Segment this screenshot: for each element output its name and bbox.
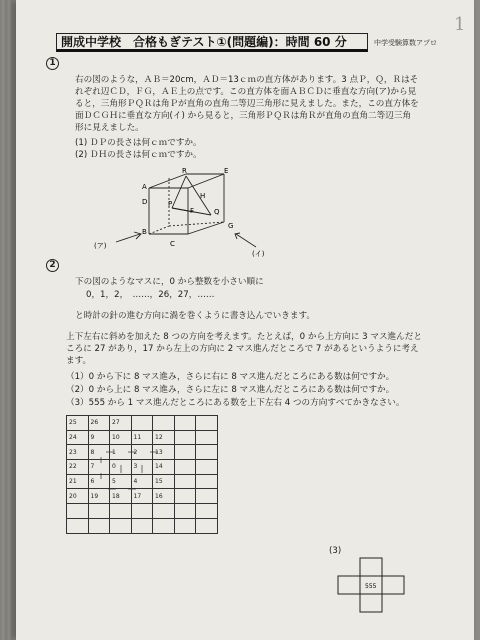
question-1-line: 面ＤＣＧＨに垂直な方向(イ) から見ると，三角形ＰＱＲは角Ｒが直角の直角二等辺三角: [75, 111, 412, 121]
question-2-line: 下の図のようなマスに，0 から整数を小さい順に: [75, 277, 264, 287]
test-title: 開成中学校 合格もぎテスト①(問題編)：時間 60 分: [56, 33, 368, 52]
vertex-label-q: Q: [214, 208, 220, 216]
vertex-label-g: G: [228, 222, 234, 230]
question-1-sub-1: (1) ＤＰの長さは何ｃｍですか。: [75, 138, 202, 148]
question-2-line: 上下左右に斜めを加えた 8 つの方向を考えます。たとえば，0 から上方向に 3 マス進んだと: [66, 332, 422, 342]
question-1-line: ると，三角形ＰＱＲは角Ｐが直角の直角二等辺三角形に見えました。また，この直方体を: [75, 99, 419, 109]
grid-cell: 15: [153, 474, 175, 489]
grid-cell: 7: [88, 460, 110, 475]
question-2-line: と時計の針の進む方向に渦を巻くように書き込んでいきます。: [75, 311, 315, 321]
grid-cell: 24: [67, 430, 89, 445]
grid-cell: 5: [110, 474, 132, 489]
background-left: [0, 0, 16, 640]
vertex-label-e: E: [224, 168, 229, 175]
direction-label-i: (イ): [252, 250, 265, 258]
question-2-sub-1: （1）0 から下に 8 マス進み，さらに右に 8 マス進んだところにある数は何ですか。: [66, 372, 395, 382]
grid-cell: 2: [131, 445, 153, 460]
grid-cell: 6: [88, 474, 110, 489]
grid-cell: 9: [88, 430, 110, 445]
vertex-label-h: H: [200, 192, 206, 200]
vertex-label-a: A: [142, 183, 147, 191]
worksheet-page: [16, 0, 474, 640]
question-1-line: 右の図のような，ＡＢ＝20cm，ＡＤ＝13ｃｍの直方体があります。3 点Ｐ，Ｑ，Ｒはそ: [75, 75, 419, 85]
grid-cell: 14: [153, 460, 175, 475]
vertex-label-p: P: [168, 200, 173, 208]
vertex-label-b: B: [142, 228, 147, 236]
publisher-name: 中学受験算数アプロ: [374, 39, 437, 47]
vertex-label-r: R: [182, 168, 187, 175]
grid-cell: 22: [67, 460, 89, 475]
grid-cell: 4: [131, 474, 153, 489]
grid-cell: 21: [67, 474, 89, 489]
question-1-line: 形に見えました。: [75, 123, 144, 133]
grid-cell: 16: [153, 489, 175, 504]
question-2-line: 0，1，2， ……，26，27，……: [86, 290, 215, 300]
grid-cell: 19: [88, 489, 110, 504]
grid-cell: 3: [131, 460, 153, 475]
grid-cell: 27: [110, 416, 132, 431]
vertex-label-d: D: [142, 198, 148, 206]
question-1-sub-2: (2) ＤＨの長さは何ｃｍですか。: [75, 150, 202, 160]
question-1-number: 1: [46, 57, 59, 70]
grid-cell: 8: [88, 445, 110, 460]
grid-cell: 11: [131, 430, 153, 445]
vertex-label-f: F: [190, 207, 195, 215]
direction-label-a: (ア): [94, 242, 107, 250]
page-number: 1: [454, 14, 466, 35]
grid-cell: 10: [110, 430, 132, 445]
spiral-arrows: [66, 415, 227, 533]
grid-cell: 0: [110, 460, 132, 475]
cross-answer-figure: [336, 556, 418, 616]
bleed-through-text: [316, 205, 386, 215]
grid-cell: 13: [153, 445, 175, 460]
grid-cell: 18: [110, 489, 132, 504]
question-2-line: ころに 27 があり，17 から左上の方向に 2 マス進んだところで 7 があるというように考え: [66, 344, 419, 354]
question-2-sub-2: （2）0 から上に 8 マス進み，さらに左に 8 マス進んだところにある数は何ですか。: [66, 385, 395, 395]
question-1-line: れぞれ辺ＣＤ，ＦＧ，ＡＥ上の点です。この直方体を面ＡＢＣＤに垂直な方向(ア)から見: [75, 87, 417, 97]
question-2-sub-3: （3）555 から 1 マス進んだところにある数を上下左右 4 つの方向すべてかきなさい。: [66, 398, 405, 408]
grid-cell: 17: [131, 489, 153, 504]
grid-cell: 26: [88, 416, 110, 431]
answer-label-3: (3): [329, 546, 342, 556]
grid-cell: 20: [67, 489, 89, 504]
grid-cell: 12: [153, 430, 175, 445]
question-2-number: 2: [46, 259, 59, 272]
vertex-label-c: C: [170, 240, 175, 248]
grid-cell: 23: [67, 445, 89, 460]
center-cell-value: 555: [365, 583, 377, 590]
grid-cell: 1: [110, 445, 132, 460]
question-2-line: ます。: [66, 356, 92, 366]
cuboid-figure: [76, 168, 276, 260]
grid-cell: 25: [67, 416, 89, 431]
